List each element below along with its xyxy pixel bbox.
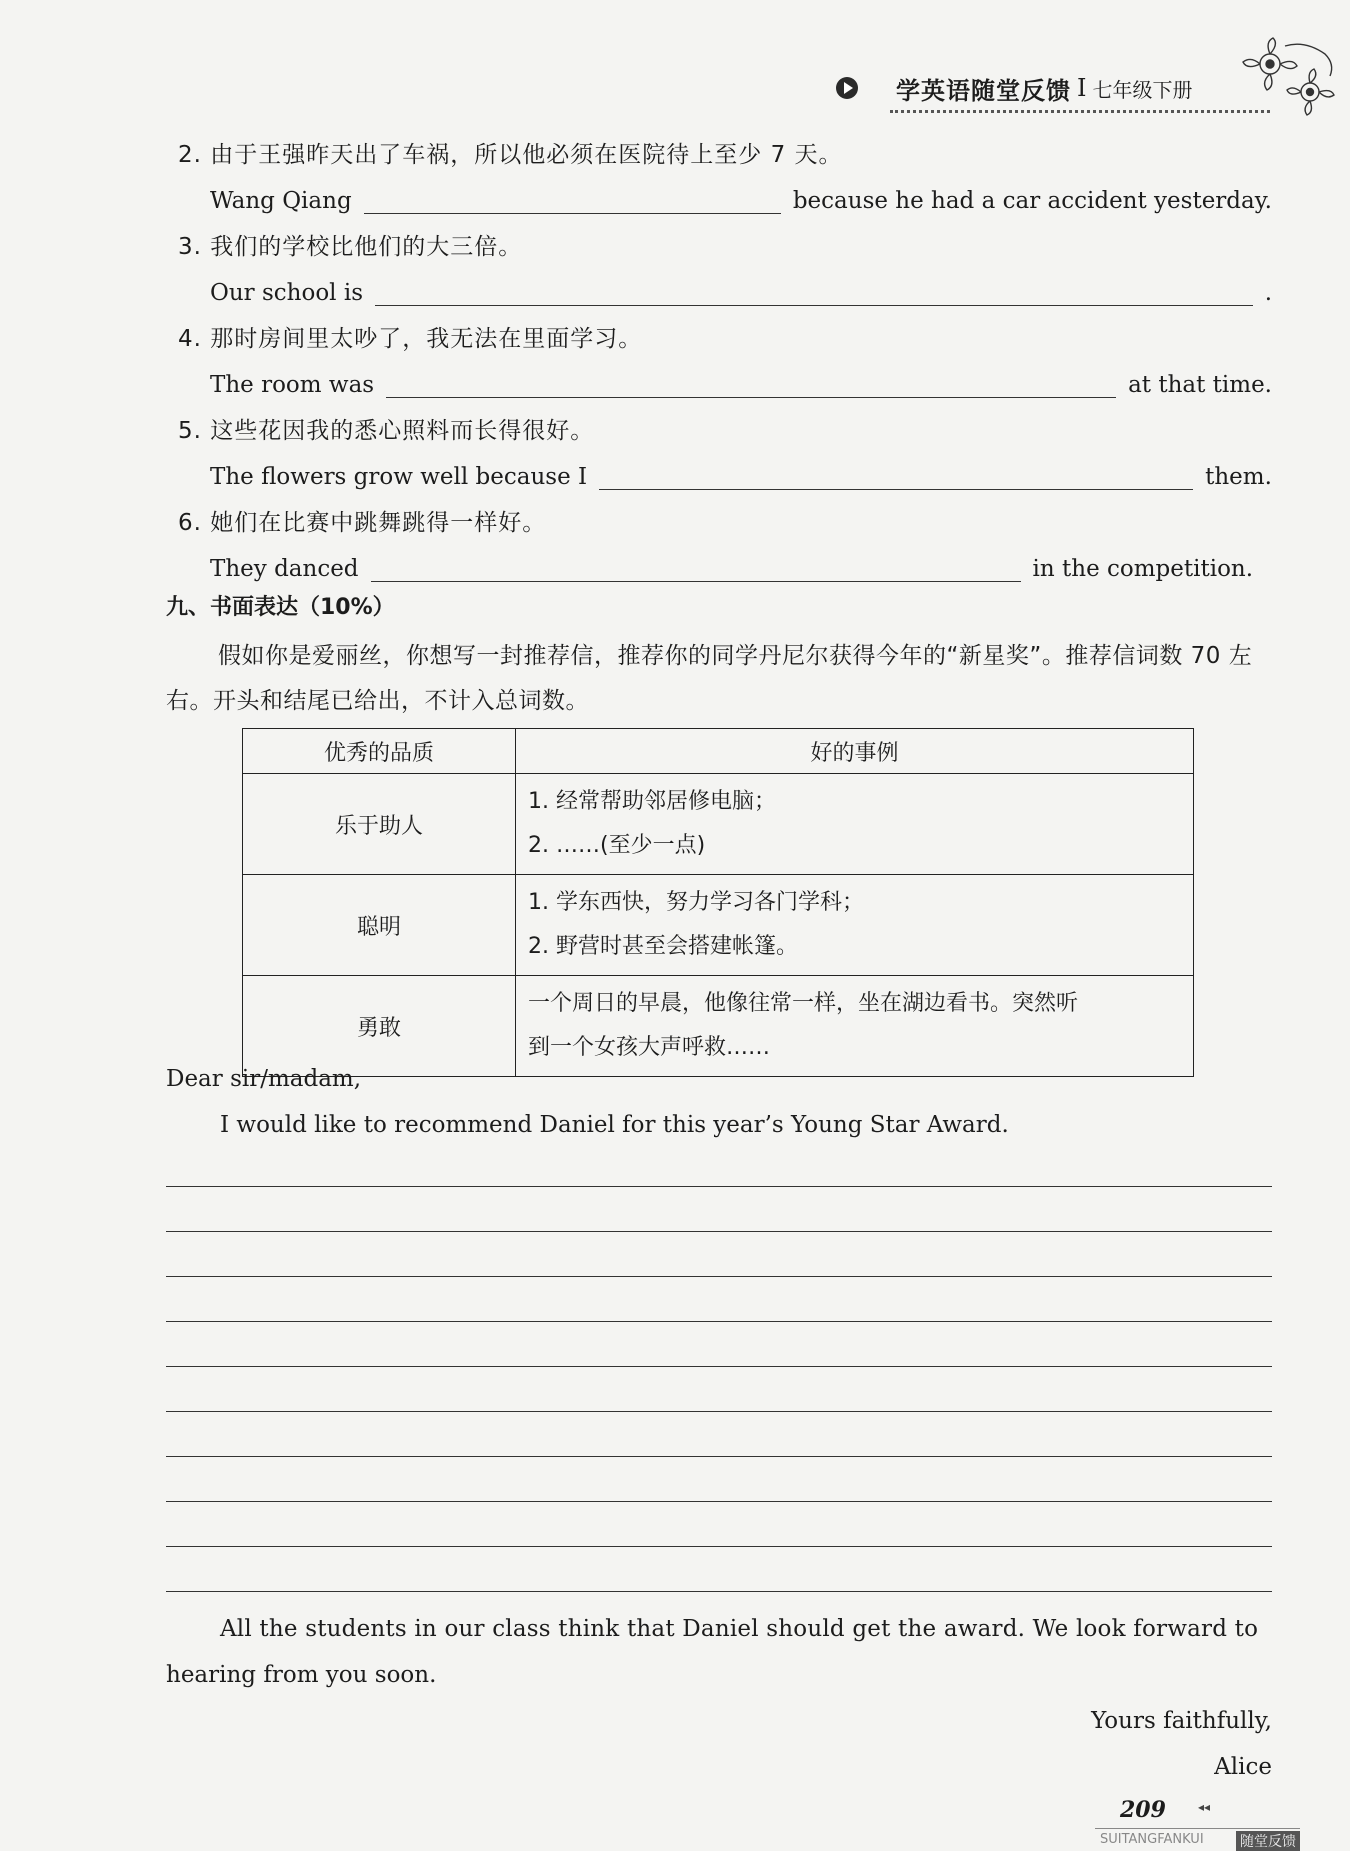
question-6-blank[interactable] [371, 559, 1021, 582]
page-header [836, 70, 1192, 106]
writing-line[interactable] [166, 1411, 1272, 1412]
question-2-blank[interactable] [364, 191, 781, 214]
section-title: 九、书面表达（10%） [166, 595, 395, 620]
footer-latin: SUITANGFANKUI [1100, 1832, 1204, 1847]
example-line: 一个周日的早晨，他像往常一样，坐在湖边看书。突然听 [528, 991, 1079, 1016]
footer-badge: 随堂反馈 [1236, 1831, 1300, 1851]
example-line: 到一个女孩大声呼救…… [528, 1035, 771, 1060]
question-3-chinese: 3. 我们的学校比他们的大三倍。 [178, 234, 523, 260]
example-line: 2. ……(至少一点) [528, 833, 706, 858]
writing-line[interactable] [166, 1591, 1272, 1592]
example-line: 2. 野营时甚至会搭建帐篷。 [528, 934, 798, 959]
book-subtitle: 七年级下册 [1092, 77, 1193, 102]
book-title: 学英语随堂反馈 [896, 76, 1071, 105]
writing-line[interactable] [166, 1501, 1272, 1502]
question-3-blank[interactable] [375, 283, 1253, 306]
table-row [243, 875, 1194, 976]
page-arrows-icon: ◂◂ [1198, 1800, 1211, 1814]
question-4-prefix: The room was [210, 372, 375, 398]
question-3-suffix: . [1264, 280, 1272, 306]
question-3-answer-row [210, 274, 1272, 306]
writing-line[interactable] [166, 1546, 1272, 1547]
table-row [243, 774, 1194, 875]
question-4-suffix: at that time. [1128, 372, 1272, 398]
header-dotted-rule [890, 110, 1270, 113]
example-line: 1. 经常帮助邻居修电脑； [528, 789, 776, 814]
footer-bar [1095, 1828, 1300, 1851]
table-header-quality: 优秀的品质 [243, 729, 516, 774]
table-cell-examples [516, 774, 1194, 875]
table-cell-quality: 聪明 [243, 875, 516, 976]
question-4-blank[interactable] [386, 375, 1116, 398]
writing-line[interactable] [166, 1321, 1272, 1322]
page-number: 209 [1120, 1797, 1166, 1823]
title-separator: I [1077, 74, 1087, 102]
question-5-chinese: 5. 这些花因我的悉心照料而长得很好。 [178, 418, 595, 444]
table-cell-examples [516, 875, 1194, 976]
writing-line[interactable] [166, 1456, 1272, 1457]
flower-decoration-icon [1235, 34, 1345, 124]
letter-opening: I would like to recommend Daniel for this year’s Young Star Award. [220, 1112, 1009, 1138]
letter-signature: Alice [1214, 1754, 1272, 1780]
play-icon [836, 77, 858, 99]
question-2-suffix: because he had a car accident yesterday. [792, 188, 1272, 214]
question-6-chinese: 6. 她们在比赛中跳舞跳得一样好。 [178, 510, 547, 536]
example-line: 1. 学东西快，努力学习各门学科； [528, 890, 864, 915]
writing-line[interactable] [166, 1366, 1272, 1367]
table-row [243, 976, 1194, 1077]
question-4-chinese: 4. 那时房间里太吵了，我无法在里面学习。 [178, 326, 643, 352]
question-2-chinese: 2. 由于王强昨天出了车祸，所以他必须在医院待上至少 7 天。 [178, 142, 843, 168]
writing-line[interactable] [166, 1276, 1272, 1277]
letter-greeting: Dear sir/madam, [166, 1066, 362, 1092]
letter-closing-line-2: hearing from you soon. [166, 1662, 437, 1688]
letter-signoff: Yours faithfully, [1091, 1708, 1272, 1734]
table-cell-quality: 乐于助人 [243, 774, 516, 875]
question-6-prefix: They danced [210, 556, 359, 582]
table-cell-quality: 勇敢 [243, 976, 516, 1077]
question-5-answer-row [210, 458, 1272, 490]
letter-closing-line-1: All the students in our class think that Daniel should get the award. We look forward to [220, 1616, 1259, 1642]
writing-line[interactable] [166, 1186, 1272, 1187]
question-4-answer-row [210, 366, 1272, 398]
question-6-answer-row [210, 550, 1272, 582]
question-5-prefix: The flowers grow well because I [210, 464, 588, 490]
writing-prompt: 假如你是爱丽丝，你想写一封推荐信，推荐你的同学丹尼尔获得今年的“新星奖”。推荐信词数 70 左右。开头和结尾已给出，不计入总词数。 [166, 643, 1253, 714]
question-2-prefix: Wang Qiang [210, 188, 352, 214]
question-5-suffix: them. [1205, 464, 1272, 490]
question-6-suffix: in the competition. [1032, 556, 1254, 582]
writing-hints-table [242, 728, 1194, 1077]
question-5-blank[interactable] [599, 467, 1193, 490]
table-header-examples: 好的事例 [516, 729, 1194, 774]
writing-line[interactable] [166, 1231, 1272, 1232]
table-cell-examples [516, 976, 1194, 1077]
question-3-prefix: Our school is [210, 280, 363, 306]
question-2-answer-row [210, 182, 1272, 214]
